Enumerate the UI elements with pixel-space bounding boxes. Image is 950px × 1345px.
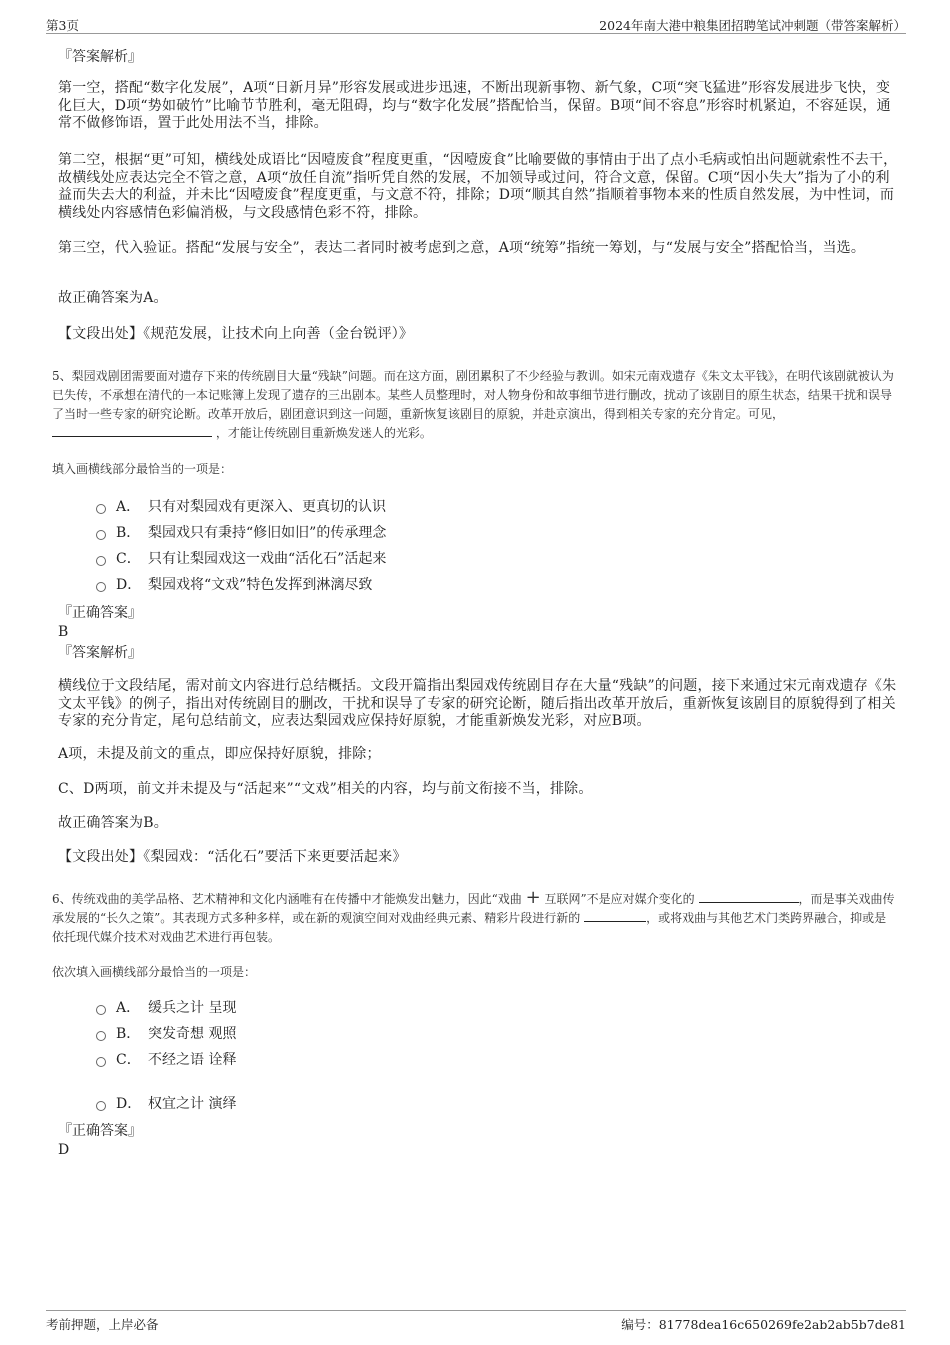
page-header (46, 13, 906, 34)
q6-blank-1 (699, 890, 799, 903)
radio-icon[interactable] (96, 504, 106, 514)
q4-conclusion: 故正确答案为A。 (58, 290, 168, 306)
radio-icon[interactable] (96, 556, 106, 566)
q6-prompt: 依次填入画横线部分最恰当的一项是： (52, 965, 257, 979)
radio-icon[interactable] (96, 1031, 106, 1041)
q5-stem-text: 5、梨园戏剧团需要面对遗存下来的传统剧目大量“残缺”问题。而在这方面，剧团累积了不少经验与教训。如宋元南戏遗存《朱文太平钱》，在明代该剧就被认为已失传，不承想在清代的一本记账簿上发现了遗存的三出剧本。某些人员整理时，对人物身份和故事细节进行删改，扰动了该剧目的原生状态，结果干扰和误导了当时一些专家的研究论断。改革开放后，剧团意识到这一问题，重新恢复该剧目的原貌，并赴京演出，得到相关专家的充分肯定。可见， (52, 369, 894, 421)
q6-option-d[interactable]: D． 权宜之计 演绎 (96, 1094, 236, 1114)
q6-stem: 6、传统戏曲的美学品格、艺术精神和文化内涵唯有在传播中才能焕发出魅力，因此“戏曲 + 互联网”不是应对媒介变化的 ，而是事关戏曲传承发展的“长久之策”。其表现方式多种多样，或在新的观演空间对戏曲经典元素、精彩片段进行新的 ，或将戏曲与其他艺术门类跨界融合，抑或是依托现代媒介技术对戏曲艺术进行再包装。 (52, 887, 895, 944)
q6-option-b[interactable]: B． 突发奇想 观照 (96, 1024, 236, 1044)
q5-stem-tail: ，才能让传统剧目重新焕发迷人的光彩。 (215, 426, 432, 440)
q5-source: 【文段出处】《梨园戏：“活化石”要活下来更要活起来》 (58, 849, 407, 865)
q5-stem (52, 367, 898, 443)
q5-analysis-para2: A项，未提及前文的重点，即应保持好原貌，排除； (58, 746, 381, 762)
q6-answer-label: 『正确答案』 (58, 1123, 142, 1139)
document-title: 2024年南大港中粮集团招聘笔试冲刺题（带答案解析） (599, 18, 906, 33)
q5-option-c[interactable]: C． 只有让梨园戏这一戏曲“活化石”活起来 (96, 549, 386, 569)
q6-option-a[interactable]: A． 缓兵之计 呈现 (96, 998, 236, 1018)
q5-analysis-para3: C、D两项，前文并未提及与“活起来”“文戏”相关的内容，均与前文衔接不当，排除。 (58, 781, 593, 797)
q5-blank (52, 424, 212, 437)
q4-analysis-para1: 第一空，搭配“数字化发展”，A项“日新月异”形容发展或进步迅速，不断出现新事物、新气象，C项“突飞猛进”形容发展进步飞快，变化巨大，D项“势如破竹”比喻节节胜利，毫无阻碍，均与“数字化发展”搭配恰当，保留。B项“间不容息”形容时机紧迫，不容延误，通常不做修饰语，置于此处用法不当，排除。 (58, 80, 891, 131)
q5-answer: B (58, 624, 69, 640)
radio-icon[interactable] (96, 530, 106, 540)
radio-icon[interactable] (96, 1101, 106, 1111)
q5-conclusion: 故正确答案为B。 (58, 815, 168, 831)
footer-slogan: 考前押题，上岸必备 (46, 1317, 159, 1332)
q5-analysis-label: 『答案解析』 (58, 645, 142, 661)
q5-option-b[interactable]: B． 梨园戏只有秉持“修旧如旧”的传承理念 (96, 523, 386, 543)
q4-analysis-para3: 第三空，代入验证。搭配“发展与安全”，表达二者同时被考虑到之意，A项“统筹”指统一筹划，与“发展与安全”搭配恰当，当选。 (58, 240, 866, 256)
q4-analysis-label: 『答案解析』 (58, 49, 142, 65)
q6-option-c[interactable]: C． 不经之语 诠释 (96, 1050, 236, 1070)
radio-icon[interactable] (96, 1057, 106, 1067)
q5-option-a[interactable]: A． 只有对梨园戏有更深入、更真切的认识 (96, 497, 386, 517)
q4-source: 【文段出处】《规范发展，让技术向上向善（金台锐评）》 (58, 326, 414, 342)
radio-icon[interactable] (96, 1005, 106, 1015)
q6-answer: D (58, 1142, 70, 1158)
q5-option-d[interactable]: D． 梨园戏将“文戏”特色发挥到淋漓尽致 (96, 575, 372, 595)
q5-analysis-para1: 横线位于文段结尾，需对前文内容进行总结概括。文段开篇指出梨园戏传统剧目存在大量“残缺”的问题，接下来通过宋元南戏遗存《朱文太平钱》的例子，指出对传统剧目的删改，干扰和误导了专家的研究论断，随后指出改革开放后，重新恢复该剧目的原貌得到了相关专家的充分肯定，尾句总结前文，应表达梨园戏应保持好原貌，才能重新焕发光彩，对应B项。 (58, 678, 897, 729)
document-id: 编号：81778dea16c650269fe2ab2ab5b7de81 (621, 1317, 906, 1332)
plus-symbol: + (525, 887, 541, 908)
q5-answer-label: 『正确答案』 (58, 605, 142, 621)
radio-icon[interactable] (96, 582, 106, 592)
q4-analysis-para2: 第二空，根据“更”可知，横线处成语比“因噎废食”程度更重，“因噎废食”比喻要做的事情由于出了点小毛病或怕出问题就索性不去干，故横线处应表达完全不管之意，A项“放任自流”指听凭自然的发展，不加领导或过问，符合文意，保留。C项“因小失大”指为了小的利益而失去大的利益，并未比“因噎废食”程度更重，与文意不符，排除；D项“顺其自然”指顺着事物本来的性质自然发展，为中性词，而横线处内容感情色彩偏消极，与文段感情色彩不符，排除。 (58, 152, 898, 221)
q5-prompt: 填入画横线部分最恰当的一项是： (52, 462, 233, 476)
page-number: 第3页 (46, 18, 79, 33)
page-footer (46, 1310, 906, 1331)
q6-blank-2 (584, 909, 646, 922)
